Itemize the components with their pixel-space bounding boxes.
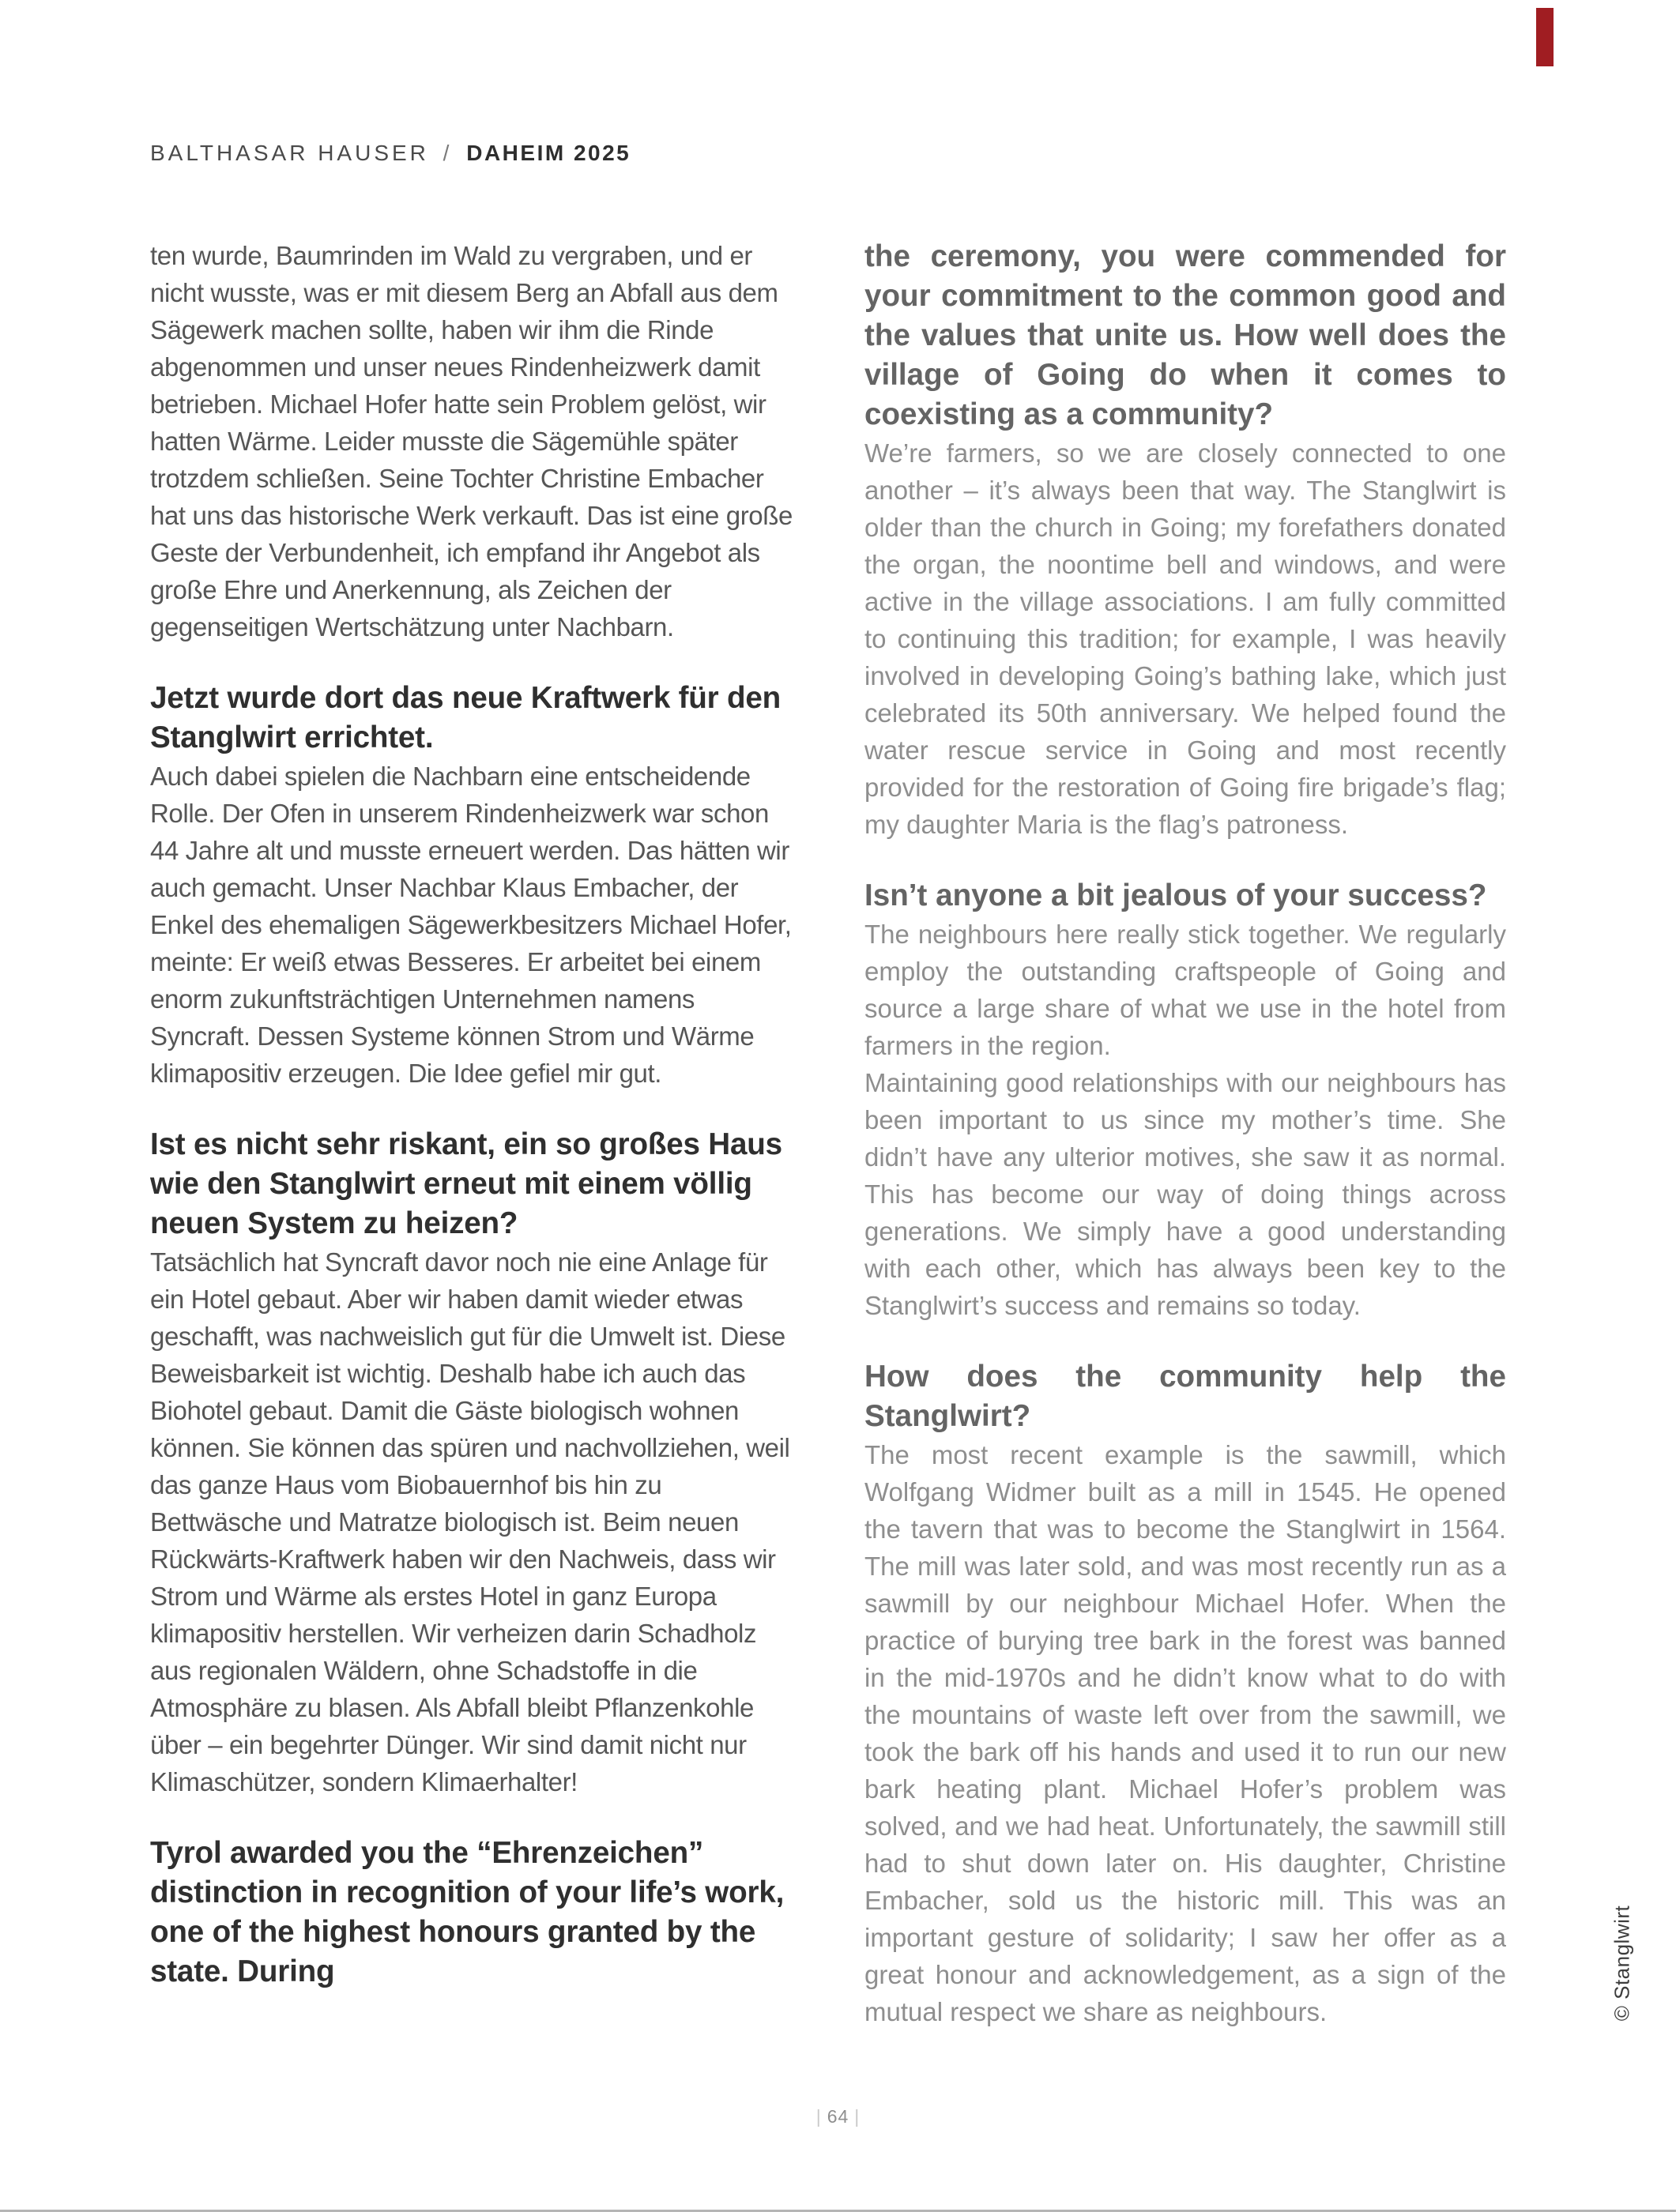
page-number-divider-left: | bbox=[815, 2106, 822, 2127]
left-paragraph-2: Auch dabei spielen die Nachbarn eine entscheidende Rolle. Der Ofen in unserem Rindenheizwerk war schon 44 Jahre alt und musste erneuert werden. Das hätten wir auch gemacht. Unser Nachbar Klaus Embacher, der Enkel des ehemaligen Sägewerkbesitzers Michael Hofer, meinte: Er weiß etwas Besseres. Er arbeitet bei einem enorm zukunftsträchtigen Unternehmen namens Syncraft. Dessen Systeme können Strom und Wärme klimapositiv erzeugen. Die Idee gefiel mir gut. bbox=[150, 762, 792, 1088]
red-accent-bar bbox=[1536, 8, 1554, 66]
article-column-german bbox=[150, 237, 794, 1992]
article-column-english bbox=[864, 237, 1506, 2030]
page-number-divider-right: | bbox=[854, 2106, 861, 2127]
right-paragraph-6: The most recent example is the sawmill, which Wolfgang Widmer built as a mill in 1545. He opened the tavern that was to become the Stanglwirt in 1564. The mill was later sold, and was most recently run as a sawmill by our neighbour Michael Hofer. When the practice of burying tree bark in the forest was banned in the mid-1970s and he didn’t know what to do with the mountains of waste left over from the sawmill, we took the bark off his hands and used it to run our new bark heating plant. Michael Hofer’s problem was solved, and we had heat. Unfortunately, the sawmill still had to shut down later on. His daughter, Christine Embacher, sold us the historic mill. This was an important gesture of solidarity; I saw her offer as a great honour and acknowledgement, as a sign of the mutual respect we share as neighbours. bbox=[864, 1440, 1506, 2026]
page-number bbox=[0, 2106, 1676, 2127]
page-number-value: 64 bbox=[827, 2106, 849, 2127]
photo-credit-vertical: © Stanglwirt bbox=[1610, 1905, 1634, 2022]
author-name: BALTHASAR HAUSER bbox=[150, 141, 429, 165]
page-kicker bbox=[150, 141, 631, 166]
left-heading-1: Jetzt wurde dort das neue Kraftwerk für den Stanglwirt errichtet. bbox=[150, 681, 782, 754]
right-paragraph-4: Maintaining good relationships with our neighbours has been important to us since my mother’s time. She didn’t have any ulterior motives, she saw it as normal. This has become our way of doing things across generations. We simply have a good understanding with each other, which has always been key to the Stanglwirt’s success and remains so today. bbox=[864, 1068, 1506, 1320]
kicker-separator: / bbox=[443, 141, 453, 165]
right-paragraph-1: We’re farmers, so we are closely connected to one another – it’s always been that way. The Stanglwirt is older than the church in Going; my forefathers donated the organ, the noontime bell and windows, and were active in the village associations. I am fully committed to continuing this tradition; for example, I was heavily involved in developing Going’s bathing lake, which just celebrated its 50th anniversary. We helped found the water rescue service in Going and most recently provided for the restoration of Going fire brigade’s flag; my daughter Maria is the flag’s patroness. bbox=[864, 438, 1506, 839]
left-heading-5: Tyrol awarded you the “Ehrenzeichen” distinction in recognition of your life’s work, one of the highest honours granted by the state. During bbox=[150, 1836, 785, 1988]
right-paragraph-3: The neighbours here really stick together. We regularly employ the outstanding craftspeople of Going and source a large share of what we use in the hotel from farmers in the region. bbox=[864, 920, 1506, 1060]
right-heading-5: How does the community help the Stanglwirt? bbox=[864, 1360, 1506, 1433]
magazine-title: DAHEIM 2025 bbox=[466, 141, 631, 165]
right-heading-0: the ceremony, you were commended for your commitment to the common good and the values that unite us. How well does the village of Going do when it comes to coexisting as a community? bbox=[864, 239, 1506, 431]
left-heading-3: Ist es nicht sehr riskant, ein so großes Haus wie den Stanglwirt erneut mit einem völlig neuen System zu heizen? bbox=[150, 1127, 782, 1240]
left-paragraph-4: Tatsächlich hat Syncraft davor noch nie eine Anlage für ein Hotel gebaut. Aber wir haben damit wieder etwas geschafft, was nachweislich gut für die Umwelt ist. Diese Beweisbarkeit ist wichtig. Deshalb habe ich auch das Biohotel gebaut. Damit die Gäste biologisch wohnen können. Sie können das spüren und nachvollziehen, weil das ganze Haus vom Biobauernhof bis hin zu Bettwäsche und Matratze biologisch ist. Beim neuen Rückwärts-Kraftwerk haben wir den Nachweis, dass wir Strom und Wärme als erstes Hotel in ganz Europa klimapositiv herstellen. Wir verheizen darin Schadholz aus regionalen Wäldern, ohne Schadstoffe in die Atmosphäre zu blasen. Als Abfall bleibt Pflanzenkohle über – ein begehrter Dünger. Wir sind damit nicht nur Klimaschützer, sondern Klimaerhalter! bbox=[150, 1247, 790, 1796]
left-paragraph-0: ten wurde, Baumrinden im Wald zu vergraben, und er nicht wusste, was er mit diesem Berg an Abfall aus dem Sägewerk machen sollte, haben wir ihm die Rinde abgenommen und unser neues Rindenheizwerk damit betrieben. Michael Hofer hatte sein Problem gelöst, wir hatten Wärme. Leider musste die Sägemühle später trotzdem schließen. Seine Tochter Christine Embacher hat uns das historische Werk verkauft. Das ist eine große Geste der Verbundenheit, ich empfand ihr Angebot als große Ehre und Anerkennung, als Zeichen der gegenseitigen Wertschätzung unter Nachbarn. bbox=[150, 241, 793, 641]
right-heading-2: Isn’t anyone a bit jealous of your success? bbox=[864, 878, 1487, 912]
